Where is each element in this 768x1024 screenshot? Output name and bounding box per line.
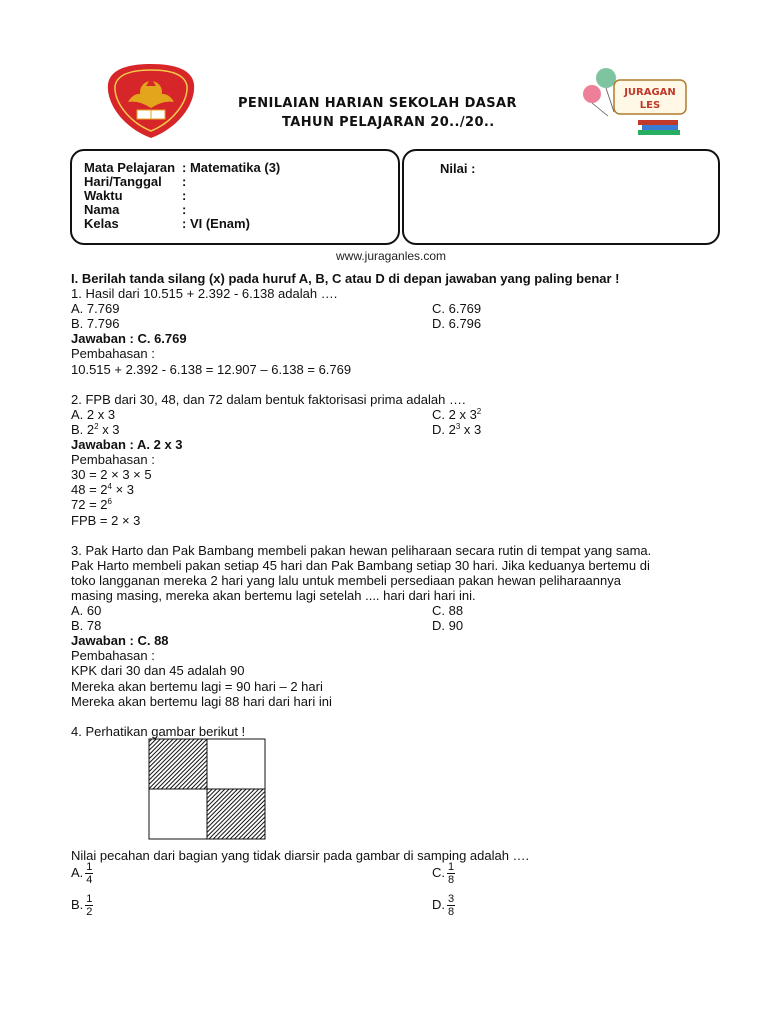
q3-discussion-line: Mereka akan bertemu lagi 88 hari dari hari ini <box>71 693 332 709</box>
q1-options-row2 <box>71 316 711 331</box>
q3-option-a: A. 60 <box>71 603 102 619</box>
grid-cell-shaded <box>149 739 207 789</box>
time-value: : <box>182 188 187 203</box>
q1-option-c: C. 6.769 <box>432 301 482 317</box>
student-info-box <box>70 149 400 245</box>
q3-discussion-line: KPK dari 30 dan 45 adalah 90 <box>71 663 245 679</box>
class-value: : VI (Enam) <box>182 216 250 231</box>
page-title: PENILAIAN HARIAN SEKOLAH DASAR <box>238 96 517 111</box>
q2-discussion-line: FPB = 2 × 3 <box>71 512 141 528</box>
class-label: Kelas <box>84 216 119 231</box>
q3-discussion-line: Mereka akan bertemu lagi = 90 hari – 2 hari <box>71 678 323 694</box>
q2-option-d: D. $2^3$ x 3 <box>432 421 482 437</box>
q3-question-line: toko langganan mereka 2 hari yang lalu untuk membeli persediaan pakan hewan peliharaannya <box>71 572 621 588</box>
q1-discussion-label: Pembahasan : <box>71 346 155 362</box>
website-url: www.juraganles.com <box>336 249 447 263</box>
name-value: : <box>182 202 187 217</box>
juragan-les-logo-icon <box>578 66 690 140</box>
q4-question: 4. Perhatikan gambar berikut ! <box>71 723 246 739</box>
q2-discussion-line: 30 = 2 × 3 × 5 <box>71 467 152 483</box>
q3-question-line: 3. Pak Harto dan Pak Bambang membeli pakan hewan peliharaan secara rutin di tempat yang sama. <box>71 542 652 558</box>
grid-cell-shaded <box>207 789 265 839</box>
q2-option-c: C. 2 x $3^2$ <box>432 406 482 422</box>
q1-question: 1. Hasil dari 10.515 + 2.392 - 6.138 adalah …. <box>71 286 338 302</box>
name-label: Nama <box>84 202 120 217</box>
q1-option-d: D. 6.796 <box>432 316 482 332</box>
day-value: : <box>182 174 187 189</box>
q3-options-row1 <box>71 603 711 618</box>
q3-answer: Jawaban : C. 88 <box>71 633 169 649</box>
q4-option-b: B. $\frac{1}{2}$ <box>71 893 93 918</box>
q3-question-line: Pak Harto membeli pakan setiap 45 hari dan Pak Bambang setiap 30 hari. Jika keduanya bertemu di <box>71 557 650 573</box>
subject-label: Mata Pelajaran <box>84 160 176 175</box>
q1-option-a: A. 7.769 <box>71 301 120 317</box>
q1-option-b: B. 7.796 <box>71 316 120 332</box>
question-content <box>71 271 711 739</box>
grid-cell-blank <box>207 739 265 789</box>
subject-value: : Matematika (3) <box>182 160 281 175</box>
logo-text-line2: LES <box>639 100 661 111</box>
q3-option-b: B. 78 <box>71 618 102 634</box>
q1-options-row1 <box>71 301 711 316</box>
school-logo-icon <box>106 62 196 140</box>
q2-discussion-line: $48 = 2^4 \times 3$ <box>71 482 135 498</box>
q3-options-row2 <box>71 618 711 633</box>
grid-cell-blank <box>149 789 207 839</box>
q2-discussion-label: Pembahasan : <box>71 452 155 468</box>
q1-answer: Jawaban : C. 6.769 <box>71 331 187 347</box>
q4-option-a: A. $\frac{1}{4}$ <box>71 861 93 886</box>
q4-option-d: D. $\frac{3}{8}$ <box>432 893 455 918</box>
q2-options-row1 <box>71 407 711 422</box>
time-label: Waktu <box>84 188 123 203</box>
q3-option-d: D. 90 <box>432 618 464 634</box>
shaded-grid-figure <box>148 738 266 840</box>
q2-options-row2 <box>71 422 711 437</box>
day-label: Hari/Tanggal <box>84 174 162 189</box>
q2-option-a: A. 2 x 3 <box>71 406 116 422</box>
q2-question: 2. FPB dari 30, 48, dan 72 dalam bentuk faktorisasi prima adalah …. <box>71 391 466 407</box>
q1-discussion-line: 10.515 + 2.392 - 6.138 = 12.907 – 6.138 = 6.769 <box>71 361 352 377</box>
q2-discussion-line: $72 = 2^6$ <box>71 497 112 513</box>
q3-option-c: C. 88 <box>432 603 464 619</box>
q2-option-b: B. $2^2$ x 3 <box>71 421 120 437</box>
q4-prompt: Nilai pecahan dari bagian yang tidak diarsir pada gambar di samping adalah …. <box>71 848 530 863</box>
logo-text-line1: JURAGAN <box>624 87 676 98</box>
school-year: TAHUN PELAJARAN 20../20.. <box>282 115 495 130</box>
q4-option-c: C. $\frac{1}{8}$ <box>432 861 455 886</box>
q2-answer: Jawaban : A. 2 x 3 <box>71 437 183 453</box>
score-label: Nilai : <box>440 161 476 176</box>
score-box <box>402 149 720 245</box>
instruction: I. Berilah tanda silang (x) pada huruf A, B, C atau D di depan jawaban yang paling benar ! <box>71 271 620 286</box>
q3-question-line: masing masing, mereka akan bertemu lagi setelah .... hari dari hari ini. <box>71 587 476 603</box>
q3-discussion-label: Pembahasan : <box>71 648 155 664</box>
